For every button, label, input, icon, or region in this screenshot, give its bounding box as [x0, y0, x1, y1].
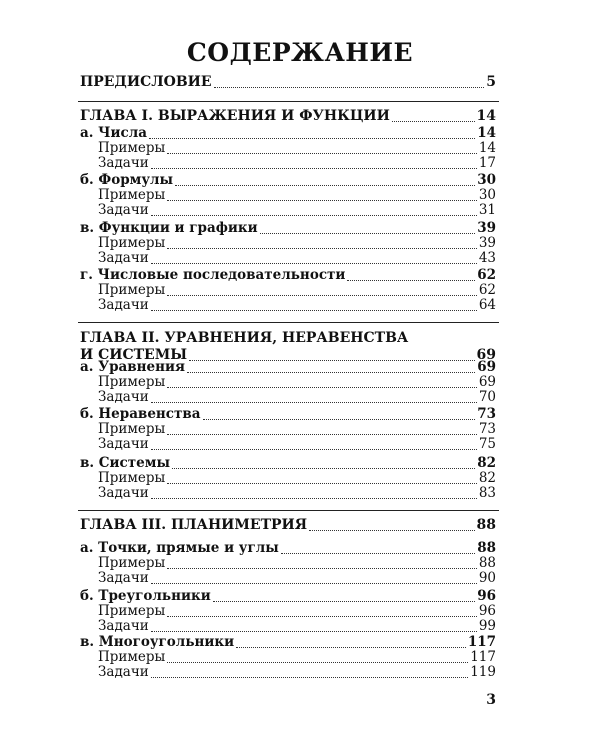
entry-label: б. Неравенства	[80, 406, 201, 422]
entry-page-number: 73	[478, 421, 496, 437]
entry-page-number: 82	[478, 470, 496, 486]
entry-label: Задачи	[98, 250, 149, 266]
entry-label: а. Точки, прямые и углы	[80, 540, 279, 556]
entry-page-number: 62	[477, 267, 496, 283]
entry-label: в. Функции и графики	[80, 220, 258, 236]
leader-dots	[151, 262, 477, 264]
entry-page-number: 88	[477, 540, 496, 556]
entry-page-number: 117	[470, 649, 496, 665]
divider	[78, 510, 499, 511]
entry-label: Задачи	[98, 485, 149, 501]
chapter-title-line: ГЛАВА II. УРАВНЕНИЯ, НЕРАВЕНСТВА	[80, 330, 409, 346]
entry-label: Примеры	[98, 603, 166, 619]
entry-page-number: 96	[478, 603, 496, 619]
leader-dots	[167, 661, 468, 663]
leader-dots	[203, 418, 476, 420]
leader-dots	[167, 152, 477, 154]
entry-page-number: 62	[478, 282, 496, 298]
leader-dots	[214, 86, 485, 88]
entry-page-number: 90	[478, 570, 496, 586]
entry-label: г. Числовые последовательности	[80, 267, 346, 283]
entry-label: И СИСТЕМЫ	[80, 347, 188, 363]
entry-page-number: 31	[478, 202, 496, 218]
toc-entry-chapter[interactable]	[80, 108, 496, 125]
entry-page-number: 69	[477, 359, 496, 375]
entry-label: Задачи	[98, 664, 149, 680]
leader-dots	[167, 482, 477, 484]
entry-label: Задачи	[98, 570, 149, 586]
entry-label: Задачи	[98, 202, 149, 218]
leader-dots	[151, 448, 477, 450]
entry-page-number: 117	[467, 634, 496, 650]
leader-dots	[167, 386, 477, 388]
leader-dots	[151, 309, 477, 311]
entry-page-number: 83	[478, 485, 496, 501]
entry-page-number: 39	[478, 235, 496, 251]
entry-page-number: 43	[478, 250, 496, 266]
entry-label: Примеры	[98, 140, 166, 156]
entry-label: Примеры	[98, 649, 166, 665]
toc-entry-subitem[interactable]	[98, 618, 496, 635]
leader-dots	[213, 600, 475, 602]
entry-label: Задачи	[98, 436, 149, 452]
leader-dots	[260, 232, 476, 234]
entry-label: ПРЕДИСЛОВИЕ	[80, 74, 212, 90]
entry-label: а. Числа	[80, 125, 147, 141]
entry-page-number: 88	[476, 517, 496, 533]
entry-label: Примеры	[98, 374, 166, 390]
entry-label: Задачи	[98, 155, 149, 171]
entry-page-number: 69	[478, 374, 496, 390]
entry-page-number: 17	[478, 155, 496, 171]
entry-label: ГЛАВА III. ПЛАНИМЕТРИЯ	[80, 517, 308, 533]
entry-page-number: 70	[478, 389, 496, 405]
entry-page-number: 119	[470, 664, 496, 680]
entry-label: Примеры	[98, 282, 166, 298]
leader-dots	[167, 615, 477, 617]
entry-label: Примеры	[98, 470, 166, 486]
entry-label: б. Треугольники	[80, 588, 211, 604]
entry-label: а. Уравнения	[80, 359, 186, 375]
entry-page-number: 14	[476, 108, 496, 124]
entry-page-number: 14	[478, 140, 496, 156]
toc-entry-subitem[interactable]	[98, 570, 496, 587]
page-number: 3	[486, 692, 496, 708]
entry-page-number: 30	[477, 172, 496, 188]
entry-label: Примеры	[98, 187, 166, 203]
leader-dots	[309, 529, 474, 531]
leader-dots	[151, 676, 468, 678]
toc-entry-subitem[interactable]	[98, 250, 496, 267]
entry-label: Примеры	[98, 555, 166, 571]
page-title: СОДЕРЖАНИЕ	[186, 38, 414, 67]
leader-dots	[187, 371, 475, 373]
leader-dots	[236, 646, 466, 648]
entry-page-number: 88	[478, 555, 496, 571]
leader-dots	[167, 433, 477, 435]
toc-entry-subitem[interactable]	[98, 389, 496, 406]
toc-entry-preface[interactable]	[80, 74, 496, 91]
leader-dots	[167, 294, 477, 296]
leader-dots	[392, 120, 475, 122]
leader-dots	[167, 567, 477, 569]
entry-page-number: 75	[478, 436, 496, 452]
toc-entry-subitem[interactable]	[98, 485, 496, 502]
leader-dots	[172, 467, 475, 469]
entry-label: Задачи	[98, 297, 149, 313]
leader-dots	[151, 401, 477, 403]
entry-label: в. Многоугольники	[80, 634, 235, 650]
entry-label: Задачи	[98, 389, 149, 405]
leader-dots	[151, 582, 477, 584]
toc-entry-subitem[interactable]	[98, 202, 496, 219]
entry-page-number: 99	[478, 618, 496, 634]
entry-page-number: 30	[478, 187, 496, 203]
entry-page-number: 14	[477, 125, 496, 141]
entry-page-number: 96	[477, 588, 496, 604]
leader-dots	[151, 630, 477, 632]
leader-dots	[281, 552, 475, 554]
leader-dots	[175, 184, 475, 186]
leader-dots	[167, 199, 477, 201]
divider	[78, 322, 499, 323]
entry-page-number: 5	[486, 74, 496, 90]
leader-dots	[151, 497, 477, 499]
entry-label: Примеры	[98, 235, 166, 251]
entry-label: Примеры	[98, 421, 166, 437]
entry-page-number: 39	[477, 220, 496, 236]
divider	[78, 101, 499, 102]
entry-page-number: 64	[478, 297, 496, 313]
toc-entry-subitem[interactable]	[98, 436, 496, 453]
entry-label: в. Системы	[80, 455, 170, 471]
toc-entry-chapter[interactable]	[80, 517, 496, 534]
toc-entry-subitem[interactable]	[98, 297, 496, 314]
leader-dots	[347, 279, 475, 281]
leader-dots	[149, 137, 475, 139]
entry-label: б. Формулы	[80, 172, 174, 188]
leader-dots	[151, 167, 477, 169]
entry-label: ГЛАВА I. ВЫРАЖЕНИЯ И ФУНКЦИИ	[80, 108, 390, 124]
entry-page-number: 73	[477, 406, 496, 422]
toc-entry-subitem[interactable]	[98, 155, 496, 172]
leader-dots	[151, 214, 477, 216]
entry-page-number: 69	[476, 347, 496, 363]
toc-entry-subitem[interactable]	[98, 664, 496, 681]
leader-dots	[167, 247, 477, 249]
entry-label: Задачи	[98, 618, 149, 634]
entry-page-number: 82	[477, 455, 496, 471]
